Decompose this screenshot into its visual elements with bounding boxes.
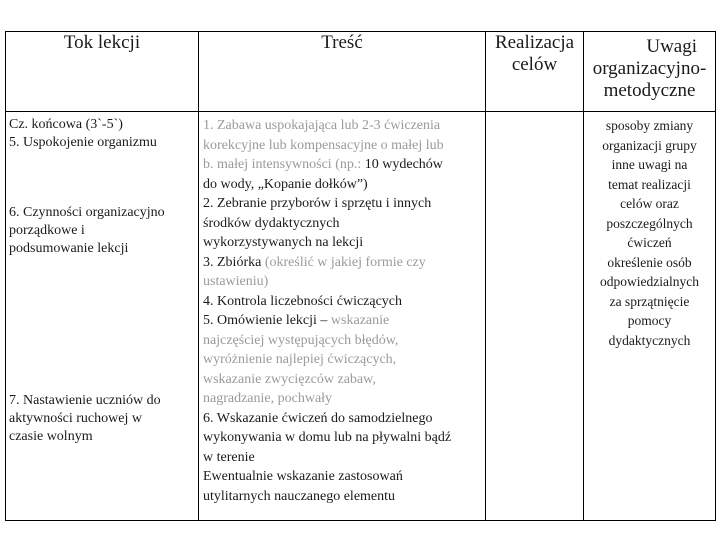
tok-line: porządkowe i: [9, 223, 85, 238]
header-realizacja-line2: celów: [511, 53, 558, 75]
uwagi-line: pomocy: [627, 313, 672, 328]
uwagi-line: inne uwagi na: [611, 157, 688, 172]
tok-line: 5. Uspokojenie organizmu: [9, 135, 157, 150]
header-uwagi-line2: organizacyjno-: [592, 57, 707, 79]
tresc-line: b. małej intensywności (np.:: [203, 157, 362, 172]
header-tresc: Treść: [199, 32, 486, 112]
header-tok-lekcji: Tok lekcji: [6, 32, 199, 112]
tresc-line: wskazanie: [330, 313, 390, 328]
tresc-line: wykonywania w domu lub na pływalni bądź: [203, 430, 452, 445]
tresc-line: nagradzanie, pochwały: [203, 391, 333, 406]
tresc-line: 2. Zebranie przyborów i sprzętu i innych: [203, 196, 432, 211]
tresc-line: wskazanie zwycięzców zabaw,: [203, 371, 376, 387]
tresc-line: środków dydaktycznych: [203, 215, 340, 231]
tresc-line: do wody, „Kopanie dołków”): [203, 176, 368, 192]
tok-line: podsumowanie lekcji: [9, 241, 129, 256]
tresc-line: (określić w jakiej formie czy: [264, 254, 426, 270]
tresc-line: ustawieniu): [203, 274, 269, 289]
header-uwagi-line3: metodyczne: [603, 79, 696, 101]
tresc-line: 4. Kontrola liczebności ćwiczących: [203, 293, 403, 309]
tresc-line: najczęściej występujących błędów,: [203, 332, 399, 348]
tresc-line: 1. Zabawa uspokajająca lub 2-3 ćwiczenia: [203, 118, 441, 133]
block-nastawienie: [9, 392, 195, 446]
tresc-line: 6. Wskazanie ćwiczeń do samodzielnego: [203, 410, 433, 426]
tresc-line: 5. Omówienie lekcji –: [203, 313, 328, 328]
uwagi-line: ćwiczeń: [627, 235, 672, 250]
header-uwagi-line1: Uwagi: [646, 36, 697, 57]
tresc-line: utylitarnych nauczanego elementu: [203, 488, 396, 504]
tresc-line: 10 wydechów: [364, 157, 443, 172]
tok-line: 6. Czynności organizacyjno: [9, 205, 165, 220]
realizacja-celow-cell: [486, 112, 584, 521]
uwagi-line: organizacji grupy: [602, 137, 697, 153]
uwagi-line: określenie osób: [607, 254, 692, 270]
header-uwagi: [584, 32, 716, 112]
uwagi-line: temat realizacji: [608, 176, 691, 192]
uwagi-line: dydaktycznych: [608, 332, 691, 348]
tresc-line: 3. Zbiórka: [203, 254, 262, 270]
block-czynnosci-organizacyjne: [9, 204, 195, 258]
uwagi-line: sposoby zmiany: [605, 118, 694, 133]
tresc-line: wykorzystywanych na lekcji: [203, 235, 364, 250]
tresc-line: w terenie: [203, 449, 255, 465]
uwagi-line: odpowiedzialnych: [600, 274, 699, 289]
tresc-line: Ewentualnie wskazanie zastosowań: [203, 469, 403, 484]
tok-line: czasie wolnym: [9, 429, 93, 444]
tok-line: 7. Nastawienie uczniów do: [9, 393, 161, 408]
block-uspokojenie: [9, 116, 195, 152]
uwagi-line: celów oraz: [620, 196, 679, 211]
uwagi-line: za sprzątnięcie: [609, 293, 690, 309]
tresc-line: korekcyjne lub kompensacyjne o małej lub: [203, 137, 444, 153]
lesson-plan-table: [5, 31, 716, 521]
tresc-cell: [199, 112, 486, 521]
tok-line: Cz. końcowa (3`-5`): [9, 117, 123, 132]
body-row: [6, 112, 716, 521]
tok-line: aktywności ruchowej w: [9, 411, 142, 426]
tresc-line: wyróżnienie najlepiej ćwiczących,: [203, 352, 397, 367]
tok-lekcji-cell: [6, 112, 199, 521]
uwagi-line: poszczególnych: [606, 215, 693, 231]
header-row: [6, 32, 716, 112]
uwagi-cell: [584, 112, 716, 521]
header-realizacja-celow: [486, 32, 584, 112]
header-realizacja-line1: Realizacja: [494, 32, 575, 53]
